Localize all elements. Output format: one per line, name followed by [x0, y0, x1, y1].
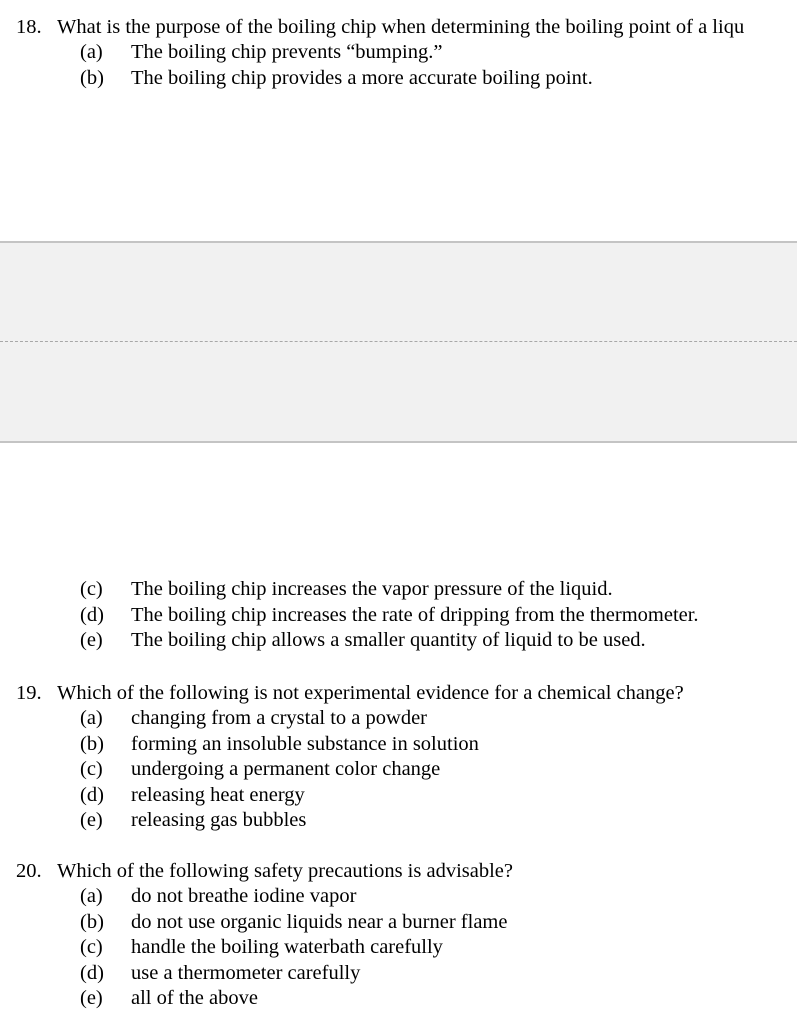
answer-option-d	[0, 783, 797, 809]
question-18	[0, 14, 797, 91]
option-text: undergoing a permanent color change	[131, 758, 441, 781]
option-letter: (e)	[80, 809, 103, 832]
question-text: Which of the following safety precautions is advisable?	[57, 860, 513, 882]
option-text: changing from a crystal to a powder	[131, 707, 428, 729]
answer-option-c	[0, 935, 797, 961]
answer-option-e	[0, 808, 797, 834]
option-letter: (a)	[80, 41, 103, 63]
option-text: The boiling chip allows a smaller quantity of liquid to be used.	[131, 629, 646, 652]
option-text: The boiling chip increases the vapor pressure of the liquid.	[131, 578, 613, 600]
option-letter: (c)	[80, 936, 103, 959]
question-20	[0, 858, 797, 1012]
question-number: 19.	[16, 682, 42, 704]
answer-option-e	[0, 628, 797, 654]
option-letter: (c)	[80, 758, 103, 781]
answer-option-b	[0, 732, 797, 758]
option-letter: (a)	[80, 707, 103, 729]
option-letter: (b)	[80, 66, 104, 89]
question-text: What is the purpose of the boiling chip when determining the boiling point of a liqu	[57, 16, 745, 38]
page-break-dashed-line	[0, 341, 797, 342]
option-letter: (e)	[80, 987, 103, 1010]
question-stem	[0, 680, 797, 706]
option-text: The boiling chip increases the rate of dripping from the thermometer.	[131, 603, 699, 626]
option-text: The boiling chip prevents “bumping.”	[131, 41, 443, 63]
answer-option-c	[0, 757, 797, 783]
question-text: Which of the following is not experimental evidence for a chemical change?	[57, 682, 684, 704]
question-18-continued	[0, 577, 797, 654]
answer-option-a	[0, 40, 797, 66]
option-text: handle the boiling waterbath carefully	[131, 936, 443, 959]
option-letter: (e)	[80, 629, 103, 652]
option-letter: (b)	[80, 910, 104, 933]
option-text: releasing heat energy	[131, 783, 305, 806]
question-stem	[0, 858, 797, 884]
option-letter: (b)	[80, 732, 104, 755]
answer-option-d	[0, 961, 797, 987]
question-number: 18.	[16, 16, 42, 38]
option-letter: (d)	[80, 783, 104, 806]
option-text: releasing gas bubbles	[131, 809, 307, 832]
question-19	[0, 680, 797, 834]
answer-option-b	[0, 66, 797, 92]
option-letter: (d)	[80, 961, 104, 984]
answer-option-d	[0, 603, 797, 629]
option-text: The boiling chip provides a more accurate boiling point.	[131, 66, 593, 89]
option-text: forming an insoluble substance in solution	[131, 732, 479, 755]
answer-option-c	[0, 577, 797, 603]
option-text: all of the above	[131, 987, 258, 1010]
option-text: do not use organic liquids near a burner flame	[131, 910, 508, 933]
option-text: use a thermometer carefully	[131, 961, 361, 984]
answer-option-e	[0, 986, 797, 1012]
option-letter: (a)	[80, 885, 103, 907]
answer-option-b	[0, 910, 797, 936]
answer-option-a	[0, 884, 797, 910]
question-number: 20.	[16, 860, 42, 882]
question-stem	[0, 14, 797, 40]
option-text: do not breathe iodine vapor	[131, 885, 357, 907]
answer-option-a	[0, 706, 797, 732]
page-break-gap	[0, 241, 797, 443]
option-letter: (d)	[80, 603, 104, 626]
option-letter: (c)	[80, 578, 103, 600]
